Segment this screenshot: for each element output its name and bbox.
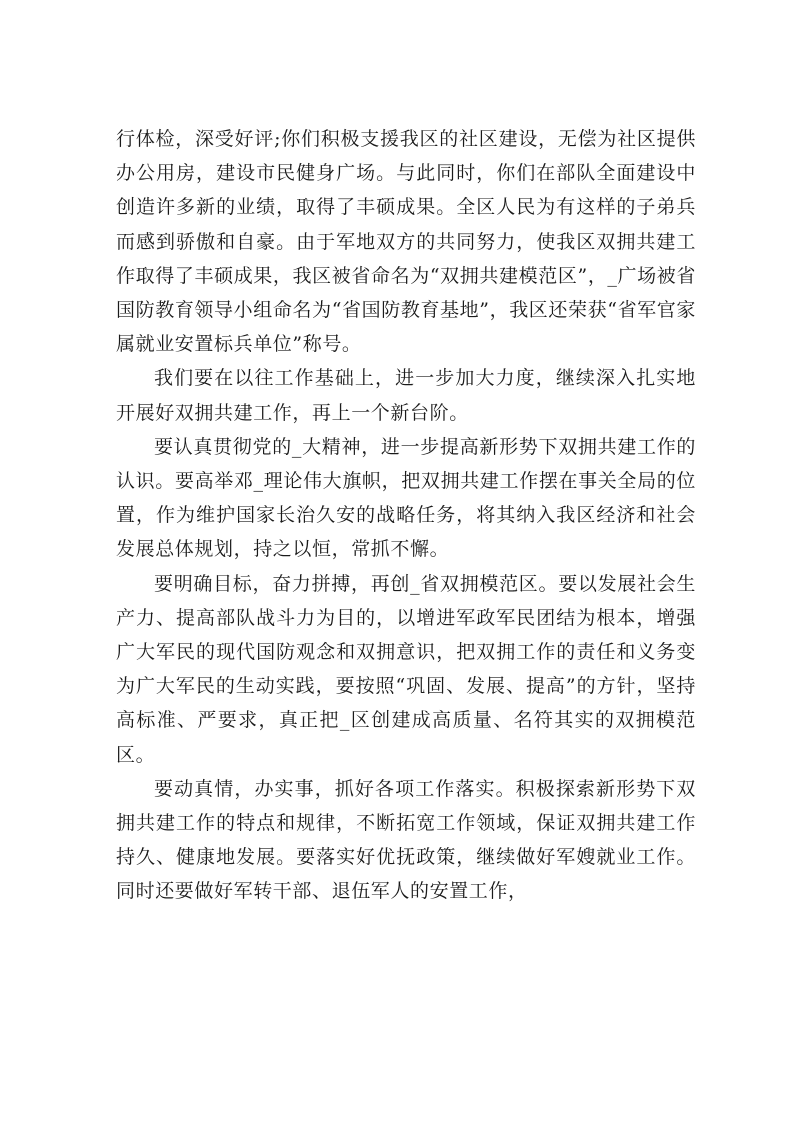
paragraph-5: 要动真情，办实事，抓好各项工作落实。积极探索新形势下双拥共建工作的特点和规律，不断拓宽工作领域，保证双拥共建工作持久、健康地发展。要落实好优抚政策，继续做好军嫂就业工作。同时还要做好军转干部、退伍军人的安置工作， <box>116 777 696 903</box>
paragraph-4: 要明确目标，奋力拼搏，再创_省双拥模范区。要以发展社会生产力、提高部队战斗力为目的，以增进军政军民团结为根本，增强广大军民的现代国防观念和双拥意识，把双拥工作的责任和义务变为广大军民的生动实践，要按照“巩固、发展、提高”的方针，坚持高标准、严要求，真正把_区创建成高质量、名符其实的双拥模范区。 <box>116 572 696 766</box>
paragraph-continued: 行体检，深受好评;你们积极支援我区的社区建设，无偿为社区提供办公用房，建设市民健身广场。与此同时，你们在部队全面建设中创造许多新的业绩，取得了丰硕成果。全区人民为有这样的子弟兵而感到骄傲和自豪。由于军地双方的共同努力，使我区双拥共建工作取得了丰硕成果，我区被省命名为“双拥共建模范区”，_广场被省国防教育领导小组命名为“省国防教育基地”，我区还荣获“省军官家属就业安置标兵单位”称号。 <box>116 128 696 356</box>
document-body <box>116 122 696 909</box>
paragraph-3: 要认真贯彻党的_大精神，进一步提高新形势下双拥共建工作的认识。要高举邓_理论伟大旗帜，把双拥共建工作摆在事关全局的位置，作为维护国家长治久安的战略任务，将其纳入我区经济和社会发展总体规划，持之以恒，常抓不懈。 <box>116 435 696 561</box>
paragraph-2: 我们要在以往工作基础上，进一步加大力度，继续深入扎实地开展好双拥共建工作，再上一个新台阶。 <box>116 367 696 424</box>
